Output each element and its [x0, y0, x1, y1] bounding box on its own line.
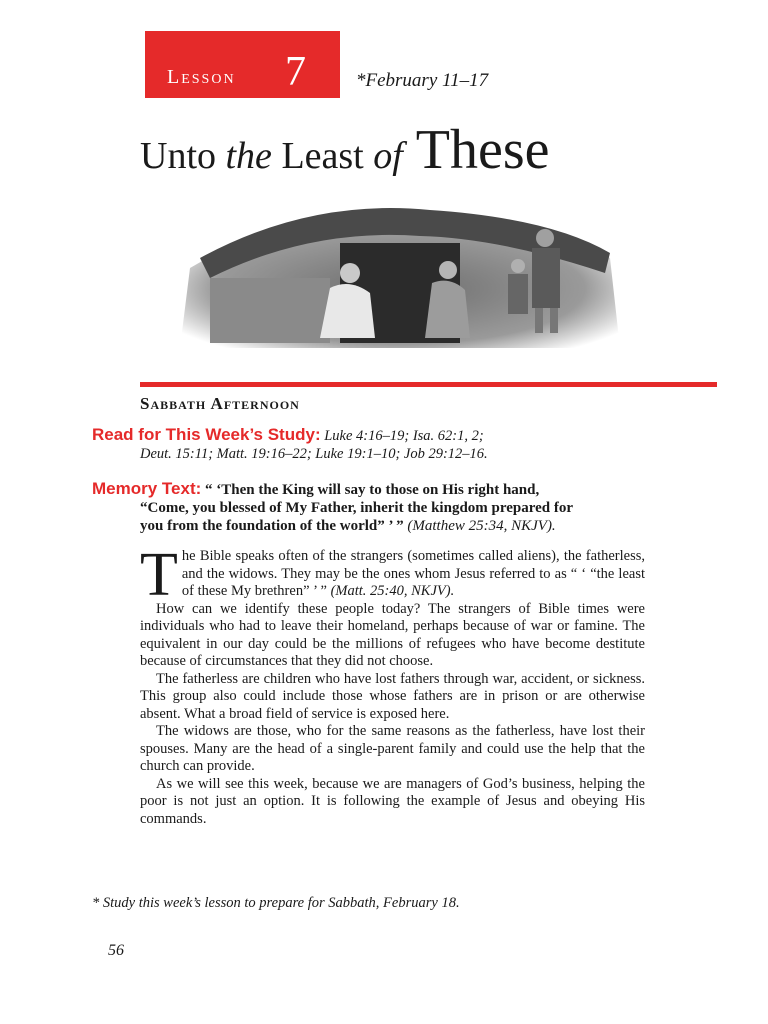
lesson-badge: [145, 31, 340, 98]
footnote: * Study this week’s lesson to prepare for Sabbath, February 18.: [92, 895, 460, 911]
drop-cap: T: [140, 541, 178, 609]
read-label: Read for This Week’s Study:: [92, 425, 321, 444]
date-range: *February 11–17: [356, 70, 489, 91]
memory-line-1: “ ‘Then the King will say to those on His right hand,: [201, 482, 540, 498]
title-part2: Least: [271, 135, 374, 177]
memory-text: [92, 480, 652, 535]
title-these: These: [402, 119, 550, 181]
paragraph-4: The widows are those, who for the same reasons as the fatherless, have lost their spouses. Many are the head of a single-parent family and could use the help that the church can provide.: [140, 723, 645, 774]
title-the: the: [225, 135, 272, 177]
page-number: 56: [108, 942, 124, 959]
paragraph-1-text: he Bible speaks often of the strangers (sometimes called aliens), the fatherless, and the widows. They may be the ones whom Jesus referred to as “ ‘ “the least of these My brethren” ’ ”: [181, 548, 645, 599]
paragraph-5: As we will see this week, because we are managers of God’s business, helping the poor is not just an option. It is following the example of Jesus and obeying His commands.: [140, 775, 645, 827]
section-heading: Sabbath Afternoon: [140, 394, 300, 413]
memory-line-3: you from the foundation of the world” ’ ”: [140, 518, 404, 534]
paragraph-1-ref: (Matt. 25:40, NKJV).: [326, 583, 455, 599]
section-divider: [140, 382, 717, 387]
paragraph-1: [140, 541, 645, 609]
memory-ref: (Matthew 25:34, NKJV).: [403, 518, 556, 534]
lesson-body: [140, 541, 645, 828]
read-refs-2: Deut. 15:11; Matt. 19:16–22; Luke 19:1–10; Job 29:12–16.: [140, 446, 488, 462]
paragraph-3: The fatherless are children who have lost fathers through war, accident, or sickness. This group also could include those whose fathers are in prison or are otherwise absent. What a broad field of service is exposed here.: [140, 670, 645, 722]
read-for-study: [92, 426, 652, 463]
lesson-label: Lesson: [167, 66, 236, 88]
refugee-family-photo: [170, 198, 630, 360]
page-title: [140, 118, 550, 182]
memory-line-2: “Come, you blessed of My Father, inherit the kingdom prepared for: [140, 500, 574, 516]
lesson-number: 7: [285, 49, 306, 95]
title-part1: Unto: [140, 135, 226, 177]
title-of: of: [373, 135, 403, 177]
memory-label: Memory Text:: [92, 479, 202, 498]
read-refs-1: Luke 4:16–19; Isa. 62:1, 2;: [320, 428, 484, 444]
paragraph-2: How can we identify these people today? The strangers of Bible times were individuals who had to leave their homeland, perhaps because of war or famine. The equivalent in our day could be the millions of refugees who have become destitute because of circumstances that they did not choose.: [140, 600, 645, 669]
